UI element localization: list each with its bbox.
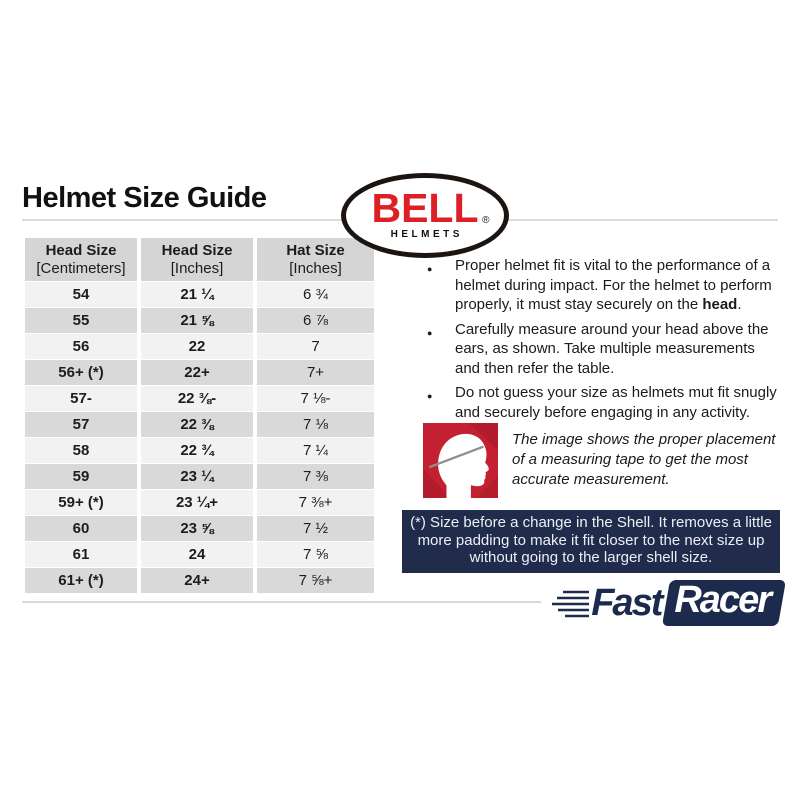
fit-instructions-list [402, 256, 782, 427]
fastracer-racer-badge [662, 580, 786, 626]
list-item: ● Carefully measure around your head above the ears, as shown. Take multiple measurements and then refer the table. [402, 320, 782, 379]
page-title: Helmet Size Guide [22, 182, 267, 214]
list-item: ● Proper helmet fit is vital to the performance of a helmet during impact. For the helmet to perform properly, it must stay securely on the head. [402, 256, 782, 315]
bell-helmets-logo [341, 173, 509, 258]
head-measure-icon [423, 423, 498, 498]
bell-logo-subtext: HELMETS [390, 228, 463, 240]
measurement-figure-block [423, 423, 780, 498]
size-table: Head Size [Centimeters] Head Size [Inches] Hat Size [Inches] 54 21 ¼ 6 ¾ 55 21 ⅝ 6 ⅞ 56 22 7 56+ (*) 22+ 7+ 57- 22 ⅜- 7 ⅛- 57 22 ⅜ 7 ⅛ 58 22 ¾ 7 ¼ 59 23 ¼ 7 ⅜ 59+ (*) 23 ¼+ 7 ⅜+ 60 23 ⅝ 7 ½ 61 24 7 ⅝ 61+ (*) 24+ 7 ⅝+ [25, 238, 374, 593]
measurement-caption: The image shows the proper placement of a measuring tape to get the most accurate measurement. [512, 431, 776, 488]
list-item: ● Do not guess your size as helmets mut fit snugly and securely before engaging in any activity. [402, 383, 782, 422]
speed-lines-icon [549, 587, 589, 619]
fastracer-fast-text: Fast [591, 581, 662, 624]
fastracer-logo [541, 579, 782, 627]
bell-logo-text: BELL [371, 185, 479, 232]
fastracer-racer-text: Racer [674, 579, 771, 622]
column-header-head-size-cm: Head Size [Centimeters] [25, 238, 137, 281]
column-header-hat-size-in: Hat Size [Inches] [257, 238, 374, 281]
shell-size-note: (*) Size before a change in the Shell. It removes a little more padding to make it fit closer to the next size up without going to the larger shell size. [402, 510, 780, 573]
column-header-head-size-in: Head Size [Inches] [141, 238, 253, 281]
registered-trademark-icon: ® [482, 215, 490, 227]
